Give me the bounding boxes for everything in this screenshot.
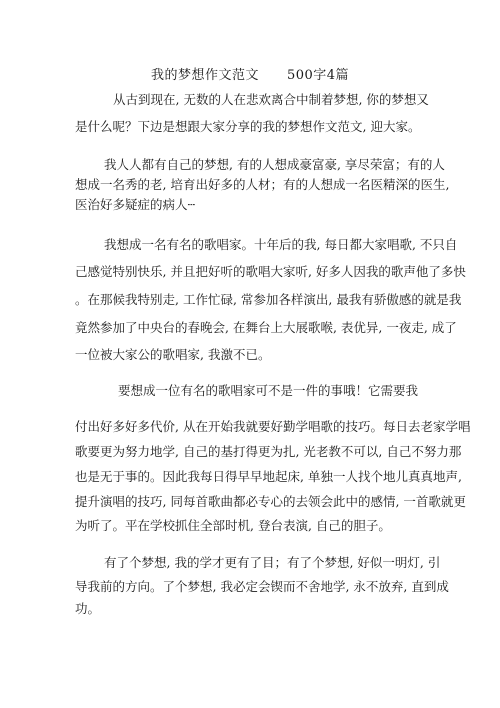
para2-line-1: 我想成一名有名的歌唱家。十年后的我, 每日都大家唱歌, 不只自 (104, 237, 458, 252)
para3-head: 要想成一位有名的歌唱家可不是一件的事哦！它需要我 (118, 383, 419, 398)
para4-line-3: 功。 (75, 601, 101, 616)
intro-line-1: 从古到现在, 无数的人在悲欢离合中制着梦想, 你的梦想又 (113, 92, 429, 107)
para1-line-3: 医治好多疑症的病人┄ (75, 197, 196, 212)
para3-line-3: 也是无于事的。因此我每日得早早地起床, 单独一人找个地儿真真地声, (75, 469, 462, 484)
para2-line-2: 己感觉特别快乐, 并且把好听的歌唱大家听, 好多人因我的歌声他了多快 (75, 264, 466, 279)
para3-line-5: 为听了。平在学校抓住全部时机, 登台表演, 自己的胆子。 (75, 518, 391, 533)
para3-line-1: 付出好多好多代价, 从在开始我就要好勤学唱歌的技巧。每日去老家学唱 (75, 419, 471, 434)
para3-line-2: 歌要更为努力地学, 自己的基打得更为扎, 光老教不可以, 自己不努力那 (75, 444, 462, 459)
para1-line-2: 想成一名秀的老, 培育出好多的人材；有的人想成一名医精深的医生, (75, 177, 450, 192)
para2-line-4: 竟然参加了中央台的春晚会, 在舞台上大展歌喉, 表优异, 一夜走, 成了 (75, 320, 457, 335)
intro-line-2: 是什么呢？下边是想跟大家分享的我的梦想作文范文, 迎大家。 (75, 119, 421, 134)
para4-line-1: 有了个梦想, 我的学才更有了目；有了个梦想, 好似一明灯, 引 (104, 555, 441, 570)
para1-line-1: 我人人都有自己的梦想, 有的人想成豪富豪, 享尽荣富；有的人 (104, 157, 445, 172)
title-count: 500字4篇 (286, 68, 350, 83)
para3-line-4: 提升演唱的技巧, 同每首歌曲都必专心的去领会此中的感情, 一首歌就更 (75, 494, 466, 509)
para4-line-2: 导我前的方向。了个梦想, 我必定会锲而不舍地学, 永不放弃, 直到成 (75, 579, 449, 594)
document-title (0, 64, 500, 83)
para2-line-3: 。在那候我特别走, 工作忙碌, 常参加各样演出, 最我有骄傲感的就是我 (75, 292, 462, 307)
title-main: 我的梦想作文范文 (150, 68, 259, 83)
para2-line-5: 一位被大家公的歌唱家, 我激不已。 (75, 347, 271, 362)
